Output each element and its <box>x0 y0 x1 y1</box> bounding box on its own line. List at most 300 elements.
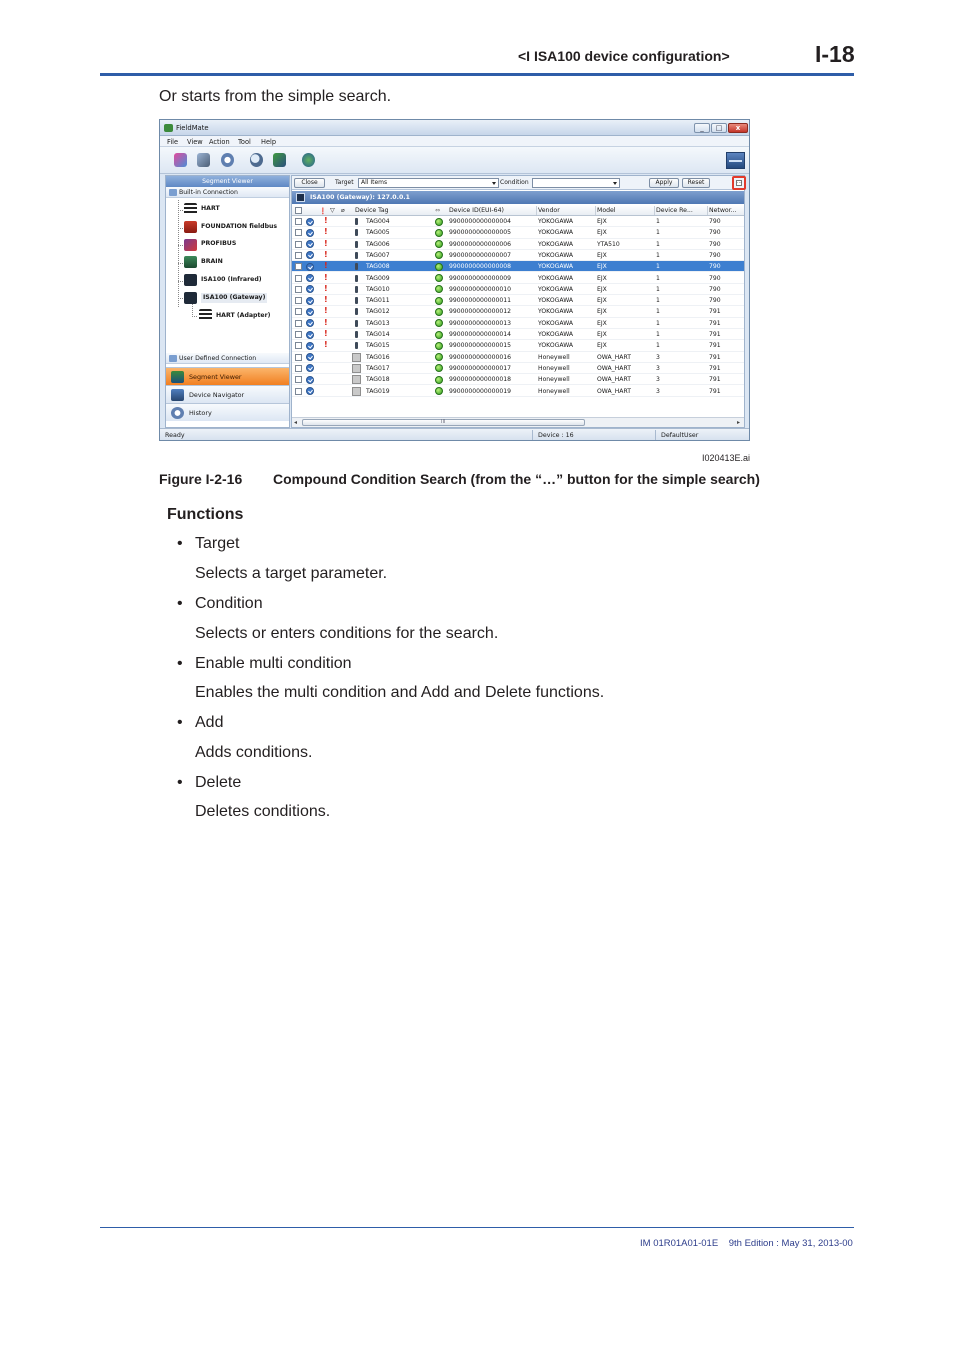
device-icon <box>355 320 358 327</box>
simple-search-bar <box>292 176 744 190</box>
column-separator <box>536 206 537 215</box>
brain-icon <box>184 256 197 268</box>
table-row[interactable] <box>292 329 744 340</box>
connect-button[interactable] <box>170 150 191 170</box>
column-network[interactable]: Networ... <box>709 207 737 214</box>
menu-action[interactable]: Action <box>209 138 230 146</box>
cell-device-revision: 1 <box>656 218 660 225</box>
scroll-left-icon[interactable]: ◂ <box>294 419 298 426</box>
function-desc-condition: Selects or enters conditions for the search. <box>195 625 499 642</box>
cell-network: 791 <box>709 319 721 327</box>
check-circle-icon <box>306 274 314 282</box>
cell-network: 791 <box>709 342 721 350</box>
cell-network: 790 <box>709 274 721 282</box>
bullet: • <box>177 714 183 731</box>
check-circle-icon <box>306 319 314 327</box>
cell-device-revision: 1 <box>656 319 660 327</box>
cell-model: EJX <box>597 218 607 225</box>
cell-network: 790 <box>709 263 721 271</box>
tree-item-hart-adapter[interactable]: HART (Adapter) <box>216 312 271 319</box>
device-icon <box>355 275 358 282</box>
isa100-infrared-icon <box>184 274 197 286</box>
cell-network: 791 <box>709 331 721 338</box>
segment-viewer-icon <box>171 371 184 383</box>
column-vendor[interactable]: Vendor <box>538 207 560 214</box>
menu-view[interactable]: View <box>187 138 203 146</box>
table-row[interactable] <box>292 261 744 272</box>
nav-device-navigator[interactable] <box>166 385 289 403</box>
cell-network: 791 <box>709 387 721 395</box>
status-led-icon <box>435 285 443 293</box>
cell-device-revision: 1 <box>656 263 660 271</box>
cell-device-revision: 3 <box>656 353 660 361</box>
bullet: • <box>177 595 183 612</box>
warning-icon: ! <box>324 249 328 259</box>
row-checkbox[interactable] <box>295 320 302 327</box>
cell-model: EJX <box>597 308 607 316</box>
device-icon <box>352 387 361 396</box>
footer-doc-number: IM 01R01A01-01E <box>640 1238 719 1249</box>
scroll-grip: III <box>441 419 446 425</box>
clock-icon <box>221 153 234 167</box>
cell-network: 790 <box>709 297 721 305</box>
table-row[interactable] <box>292 216 744 227</box>
status-led-icon <box>435 319 443 327</box>
cell-device-tag: TAG006 <box>366 240 390 248</box>
grid-header <box>292 205 744 216</box>
nav-label: Device Navigator <box>189 391 245 399</box>
status-led-icon <box>435 297 443 305</box>
cell-device-tag: TAG010 <box>366 285 390 293</box>
cell-device-tag: TAG007 <box>366 251 390 259</box>
bullet: • <box>177 655 183 672</box>
cell-device-id: 9900000000000010 <box>449 285 512 293</box>
cell-model: EJX <box>597 342 607 350</box>
figure-number: Figure I-2-16 <box>159 471 243 487</box>
function-term-condition: Condition <box>195 595 263 612</box>
condition-select[interactable] <box>532 178 620 188</box>
horizontal-scrollbar[interactable] <box>292 417 744 427</box>
footer-edition: 9th Edition : May 31, 2013-00 <box>728 1238 853 1249</box>
warning-icon: ! <box>324 317 328 327</box>
cell-device-revision: 1 <box>656 251 660 259</box>
warning-icon: ! <box>324 329 328 338</box>
cell-vendor: YOKOGAWA <box>538 342 574 350</box>
disconnect-button[interactable] <box>193 150 214 170</box>
row-checkbox[interactable] <box>295 308 302 315</box>
scroll-thumb[interactable] <box>302 419 585 426</box>
nav-label: Segment Viewer <box>189 373 242 381</box>
window-title: FieldMate <box>176 124 209 132</box>
foundation-fieldbus-icon <box>184 221 197 233</box>
tools-button[interactable] <box>269 150 290 170</box>
cell-device-id: 9900000000000016 <box>449 353 512 361</box>
bullet: • <box>177 535 183 552</box>
device-icon <box>355 252 358 259</box>
column-separator <box>595 206 596 215</box>
cell-vendor: Honeywell <box>538 376 570 384</box>
compound-search-button[interactable] <box>732 176 746 190</box>
status-led-icon <box>435 274 443 282</box>
device-icon <box>355 241 358 248</box>
footer-rule <box>100 1227 854 1228</box>
status-separator <box>532 430 533 441</box>
device-navigator-icon <box>171 389 184 401</box>
cell-network: 790 <box>709 240 721 248</box>
table-row[interactable] <box>292 318 744 329</box>
check-circle-icon <box>306 353 314 361</box>
cell-vendor: YOKOGAWA <box>538 274 574 282</box>
scroll-right-icon[interactable]: ▸ <box>737 419 741 426</box>
cell-device-revision: 1 <box>656 297 660 305</box>
status-bar <box>160 428 749 441</box>
check-circle-icon <box>306 297 314 305</box>
table-row[interactable] <box>292 295 744 306</box>
device-icon <box>355 297 358 304</box>
warning-icon: ! <box>324 340 328 350</box>
column-model[interactable]: Model <box>597 207 616 214</box>
row-checkbox[interactable] <box>295 342 302 349</box>
check-circle-icon <box>306 251 314 259</box>
warning-icon: ! <box>324 283 328 293</box>
device-icon <box>355 263 358 270</box>
status-column-icon: ❗ <box>319 208 327 215</box>
column-separator <box>707 206 708 215</box>
check-circle-icon <box>306 387 314 395</box>
column-device-id[interactable]: Device ID(EUI-64) <box>449 207 504 214</box>
status-led-icon <box>435 229 443 237</box>
function-desc-delete: Deletes conditions. <box>195 803 331 820</box>
cell-device-revision: 1 <box>656 274 660 282</box>
cell-device-tag: TAG013 <box>366 319 390 327</box>
intro-text: Or starts from the simple search. <box>159 88 392 105</box>
cell-vendor: YOKOGAWA <box>538 331 574 338</box>
tree-item-hart[interactable]: HART <box>201 205 220 212</box>
status-led-icon <box>435 342 443 350</box>
tree-item-isa100-gateway[interactable]: ISA100 (Gateway) <box>203 294 266 301</box>
target-select[interactable] <box>358 178 499 188</box>
chevron-down-icon <box>492 182 496 185</box>
table-row[interactable] <box>292 227 744 238</box>
cell-device-id: 9900000000000012 <box>449 308 512 316</box>
schedule-button[interactable] <box>217 150 238 170</box>
cell-network: 790 <box>709 218 721 225</box>
nav-label: History <box>189 409 212 417</box>
status-led-icon <box>435 240 443 248</box>
cell-device-id: 9900000000000018 <box>449 376 512 384</box>
header-rule <box>100 73 854 76</box>
cell-device-id: 9900000000000009 <box>449 274 512 282</box>
maximize-button[interactable]: □ <box>711 123 727 133</box>
cell-device-tag: TAG019 <box>366 387 390 395</box>
cell-device-tag: TAG016 <box>366 353 390 361</box>
chevron-down-icon <box>613 182 617 185</box>
cell-device-revision: 3 <box>656 387 660 395</box>
page-number: I-18 <box>815 41 855 67</box>
cell-device-tag: TAG004 <box>366 218 390 225</box>
function-term-target: Target <box>195 535 240 552</box>
check-circle-icon <box>306 240 314 248</box>
table-row[interactable] <box>292 340 744 351</box>
device-icon <box>355 218 358 225</box>
check-circle-icon <box>306 364 314 372</box>
row-checkbox[interactable] <box>295 218 302 225</box>
user-defined-connection-label: User Defined Connection <box>179 355 257 362</box>
tree-item-foundation-fieldbus[interactable]: FOUNDATION fieldbus <box>201 223 278 230</box>
cell-device-revision: 3 <box>656 376 660 384</box>
tree-item-isa100-infrared[interactable]: ISA100 (Infrared) <box>201 276 262 283</box>
hart-adapter-icon <box>199 309 212 321</box>
cell-device-id: 9900000000000004 <box>449 218 512 225</box>
isa100-gateway-icon <box>184 292 197 304</box>
check-circle-icon <box>306 308 314 316</box>
status-led-icon <box>435 331 443 339</box>
connection-icon <box>169 355 177 362</box>
cell-device-id: 9900000000000006 <box>449 240 512 248</box>
check-circle-icon <box>306 285 314 293</box>
cell-device-id: 9900000000000013 <box>449 319 512 327</box>
cell-device-revision: 3 <box>656 364 660 372</box>
cell-device-revision: 1 <box>656 308 660 316</box>
status-led-icon <box>435 308 443 316</box>
cell-device-tag: TAG009 <box>366 274 390 282</box>
cell-model: EJX <box>597 274 607 282</box>
cell-device-tag: TAG017 <box>366 364 390 372</box>
cell-device-revision: 1 <box>656 229 660 237</box>
row-checkbox[interactable] <box>295 297 302 304</box>
status-separator <box>655 430 656 441</box>
reset-button[interactable]: Reset <box>682 178 710 188</box>
menu-bar <box>160 136 749 147</box>
column-device-revision[interactable]: Device Re... <box>656 207 693 214</box>
gateway-icon <box>296 193 305 202</box>
row-checkbox[interactable] <box>295 331 302 338</box>
table-row[interactable] <box>292 250 744 261</box>
cell-model: EJX <box>597 319 607 327</box>
check-circle-icon <box>306 263 314 271</box>
warning-icon: ! <box>324 216 328 225</box>
functions-heading: Functions <box>167 506 244 523</box>
title-bar <box>160 120 749 136</box>
cell-vendor: YOKOGAWA <box>538 229 574 237</box>
row-checkbox[interactable] <box>295 241 302 248</box>
search-button[interactable] <box>246 150 267 170</box>
tree-item-brain[interactable]: BRAIN <box>201 258 223 265</box>
status-user: DefaultUser <box>661 432 699 439</box>
table-row[interactable] <box>292 284 744 295</box>
status-device-count: Device : 16 <box>538 432 574 439</box>
status-led-icon <box>435 353 443 361</box>
row-checkbox[interactable] <box>295 263 302 270</box>
cell-device-tag: TAG011 <box>366 297 390 305</box>
tree-line <box>178 200 179 308</box>
status-ready: Ready <box>165 432 185 439</box>
target-label: Target <box>335 179 354 186</box>
status-led-icon <box>435 387 443 395</box>
table-row[interactable] <box>292 363 744 374</box>
device-icon <box>355 286 358 293</box>
row-checkbox[interactable] <box>295 376 302 383</box>
menu-file[interactable]: File <box>167 138 179 146</box>
apply-button[interactable]: Apply <box>649 178 679 188</box>
table-row[interactable] <box>292 386 744 397</box>
cell-network: 790 <box>709 285 721 293</box>
cell-model: OWA_HART <box>597 353 631 361</box>
toolbar <box>160 147 749 174</box>
row-checkbox[interactable] <box>295 275 302 282</box>
status-led-icon <box>435 251 443 259</box>
table-row[interactable] <box>292 239 744 250</box>
nav-history[interactable] <box>166 403 289 421</box>
cell-model: OWA_HART <box>597 364 631 372</box>
builtin-connection-label: Built-in Connection <box>179 189 238 196</box>
history-icon <box>171 407 184 419</box>
row-checkbox[interactable] <box>295 365 302 372</box>
gateway-label: ISA100 (Gateway): 127.0.0.1 <box>310 194 410 201</box>
function-term-add: Add <box>195 714 224 731</box>
segment-viewer-pane <box>165 175 290 428</box>
row-checkbox[interactable] <box>295 354 302 361</box>
close-window-button[interactable]: x <box>728 123 748 133</box>
device-icon <box>352 364 361 373</box>
device-icon <box>355 308 358 315</box>
device-icon <box>355 331 358 338</box>
select-all-checkbox[interactable] <box>295 207 302 214</box>
pane-header: Segment Viewer <box>166 176 289 187</box>
fieldmate-logo-icon <box>164 124 173 132</box>
disconnect-icon <box>197 153 210 167</box>
cell-vendor: YOKOGAWA <box>538 263 574 271</box>
close-search-button[interactable]: Close <box>294 178 325 188</box>
magnifier-icon <box>250 153 263 167</box>
cell-model: EJX <box>597 297 607 305</box>
cell-vendor: YOKOGAWA <box>538 319 574 327</box>
cell-device-tag: TAG005 <box>366 229 390 237</box>
status-led-icon <box>435 376 443 384</box>
warning-icon: ! <box>324 227 328 237</box>
builtin-connection-header[interactable] <box>166 187 289 198</box>
cell-network: 791 <box>709 353 721 361</box>
table-row[interactable] <box>292 306 744 317</box>
warning-icon: ! <box>324 261 328 271</box>
cell-vendor: YOKOGAWA <box>538 218 574 225</box>
cell-device-tag: TAG014 <box>366 331 390 338</box>
tree-branch <box>192 316 198 317</box>
warning-icon: ! <box>324 306 328 316</box>
cell-device-revision: 1 <box>656 331 660 338</box>
cell-model: EJX <box>597 263 607 271</box>
row-checkbox[interactable] <box>295 286 302 293</box>
panel-toggle-button[interactable] <box>726 152 745 169</box>
device-icon <box>355 229 358 236</box>
function-desc-enable-multi-condition: Enables the multi condition and Add and Delete functions. <box>195 684 605 701</box>
column-device-tag[interactable]: Device Tag <box>355 207 389 214</box>
user-defined-connection-header[interactable] <box>166 353 289 364</box>
cell-device-tag: TAG018 <box>366 376 390 384</box>
cell-vendor: Honeywell <box>538 364 570 372</box>
check-circle-icon <box>306 229 314 237</box>
cell-model: EJX <box>597 229 607 237</box>
footer-text <box>640 1238 853 1249</box>
nav-segment-viewer[interactable] <box>166 367 289 385</box>
cell-device-revision: 1 <box>656 240 660 248</box>
cell-vendor: Honeywell <box>538 387 570 395</box>
table-row[interactable] <box>292 374 744 385</box>
cell-device-tag: TAG012 <box>366 308 390 316</box>
hart-icon <box>184 203 197 215</box>
warning-icon: ! <box>324 295 328 305</box>
menu-tool[interactable]: Tool <box>238 138 251 146</box>
condition-label: Condition <box>500 179 529 186</box>
function-term-delete: Delete <box>195 774 242 791</box>
check-circle-icon <box>306 376 314 384</box>
bullet: • <box>177 774 183 791</box>
network-button[interactable] <box>298 150 319 170</box>
device-icon <box>352 353 361 362</box>
cell-device-revision: 1 <box>656 285 660 293</box>
cell-vendor: Honeywell <box>538 353 570 361</box>
ellipsis-icon: ... <box>737 179 742 185</box>
cell-device-id: 9900000000000014 <box>449 331 512 338</box>
table-row[interactable] <box>292 273 744 284</box>
cell-device-id: 9900000000000019 <box>449 387 512 395</box>
target-value: All Items <box>361 179 388 186</box>
menu-help[interactable]: Help <box>261 138 277 146</box>
fieldmate-window <box>159 119 750 441</box>
status-led-icon <box>435 364 443 372</box>
cell-vendor: YOKOGAWA <box>538 308 574 316</box>
cell-vendor: YOKOGAWA <box>538 285 574 293</box>
row-checkbox[interactable] <box>295 229 302 236</box>
check-circle-icon <box>306 331 314 339</box>
cell-device-tag: TAG015 <box>366 342 390 350</box>
cell-device-id: 9900000000000007 <box>449 251 512 259</box>
minimize-button[interactable]: _ <box>694 123 710 133</box>
section-title: <I ISA100 device configuration> <box>518 48 730 64</box>
row-checkbox[interactable] <box>295 388 302 395</box>
cell-model: EJX <box>597 285 607 293</box>
gateway-bar <box>292 191 744 204</box>
function-term-enable-multi-condition: Enable multi condition <box>195 655 352 672</box>
cell-device-id: 9900000000000008 <box>449 263 512 271</box>
status-led-icon <box>435 263 443 271</box>
cell-network: 790 <box>709 251 721 259</box>
cell-network: 791 <box>709 376 721 384</box>
table-row[interactable] <box>292 352 744 363</box>
cell-device-revision: 1 <box>656 342 660 350</box>
tree-item-profibus[interactable]: PROFIBUS <box>201 240 237 247</box>
figure-caption: Compound Condition Search (from the “…” button for the simple search) <box>273 471 760 487</box>
connection-icon <box>169 189 177 196</box>
globe-icon <box>302 153 315 167</box>
check-circle-icon <box>306 342 314 350</box>
cell-vendor: YOKOGAWA <box>538 240 574 248</box>
column-separator <box>654 206 655 215</box>
device-id-sort-icon: ⇔ <box>435 207 441 214</box>
cell-network: 790 <box>709 229 721 237</box>
cell-vendor: YOKOGAWA <box>538 251 574 259</box>
cell-model: OWA_HART <box>597 376 631 384</box>
row-checkbox[interactable] <box>295 252 302 259</box>
cell-network: 791 <box>709 308 721 316</box>
cell-network: 791 <box>709 364 721 372</box>
filter-column-icon: ▽ <box>330 207 335 214</box>
status-led-icon <box>435 218 443 226</box>
cell-device-id: 9900000000000005 <box>449 229 512 237</box>
device-list-pane <box>291 175 745 428</box>
cell-device-tag: TAG008 <box>366 263 390 271</box>
connect-icon <box>174 153 187 167</box>
